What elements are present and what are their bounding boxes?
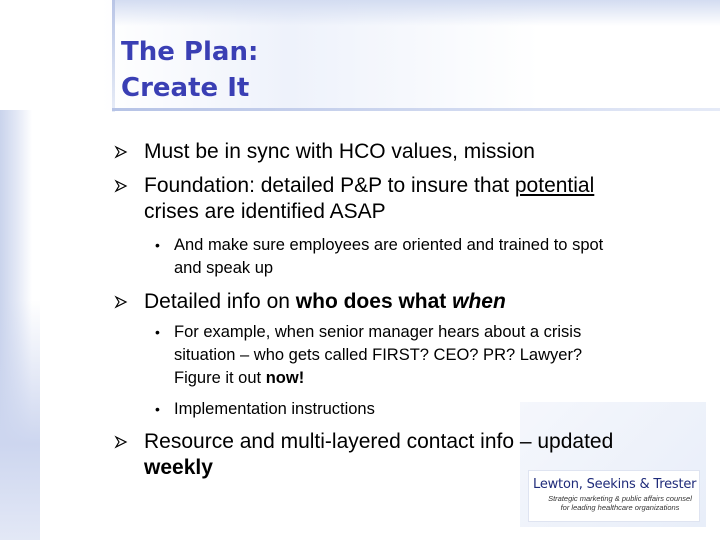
logo-name: Lewton, Seekins & Trester — [533, 477, 697, 492]
arrowhead-bullet-icon — [114, 179, 128, 193]
arrowhead-bullet-icon — [114, 295, 128, 309]
bullet-3-text — [144, 289, 704, 315]
bullet-3-sub-1 — [174, 321, 694, 390]
bullet-2-sub-1-line1: And make sure employees are oriented and trained to spot — [174, 236, 604, 254]
sub-bullet-dot: • — [155, 237, 160, 253]
bullet-2-text-line2: crises are identified ASAP — [144, 200, 386, 223]
arrowhead-bullet-icon — [114, 435, 128, 449]
title-line-1: The Plan: — [121, 37, 259, 67]
arrowhead-bullet-icon — [114, 145, 128, 159]
bullet-2-underlined: potential — [514, 174, 595, 197]
bullet-2-text — [144, 173, 704, 225]
bullet-3-sub-2: Implementation instructions — [174, 400, 375, 418]
bullet-3-sub-1-line3-pre: Figure it out — [174, 369, 266, 387]
bullet-3-sub-1-line2: situation – who gets called FIRST? CEO? PR? Lawyer? — [174, 346, 583, 364]
sub-bullet-dot: • — [155, 401, 160, 417]
bullet-3-text-pre: Detailed info on — [144, 290, 296, 313]
title-line-2: Create It — [121, 73, 250, 103]
bullet-3-bold-italic: when — [452, 290, 506, 313]
bullet-2-sub-1 — [174, 234, 694, 280]
bullet-2-text-pre: Foundation: detailed P&P to insure that — [144, 174, 515, 197]
bullet-3-bold: who does what — [295, 290, 447, 313]
bullet-4-text — [144, 429, 704, 481]
bullet-4-line1: Resource and multi-layered contact info – updated — [144, 430, 614, 453]
bullet-2-sub-1-line2: and speak up — [174, 259, 274, 277]
logo-tagline: Strategic marketing & public affairs counsel for leading healthcare organizations — [548, 494, 692, 512]
bullet-4-line2: weekly — [144, 456, 213, 479]
bullet-1-text: Must be in sync with HCO values, mission — [144, 140, 535, 163]
bullet-3-sub-1-line3-bold: now! — [265, 369, 305, 387]
sub-bullet-dot: • — [155, 324, 160, 340]
bullet-3-sub-1-line1: For example, when senior manager hears about a crisis — [174, 323, 582, 341]
